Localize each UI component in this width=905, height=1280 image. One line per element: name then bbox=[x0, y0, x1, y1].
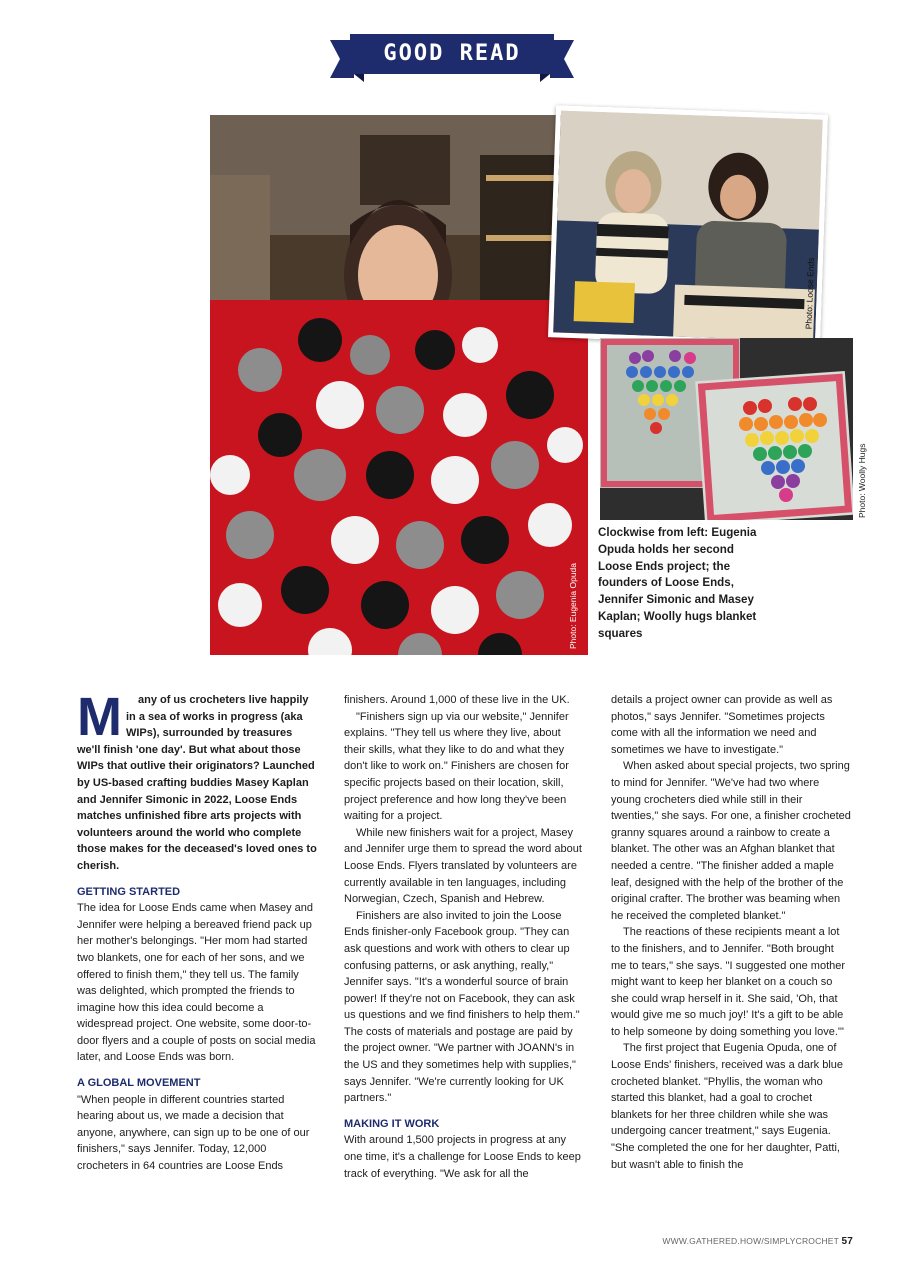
founders-photo-credit: Photo: Loose Ends bbox=[803, 257, 816, 330]
heading-making-it-work: MAKING IT WORK bbox=[344, 1117, 440, 1130]
photo-caption: Clockwise from left: Eugenia Opuda holds her second Loose Ends project; the founders of Loose Ends, Jennifer Simonic and Masey Kaplan; Woolly hugs blanket squares bbox=[598, 526, 757, 640]
drop-cap: M bbox=[77, 687, 122, 747]
banner-label: GOOD READ bbox=[383, 41, 521, 66]
page-number: 57 bbox=[841, 1236, 853, 1247]
squares-photo bbox=[600, 338, 853, 520]
paragraph: The idea for Loose Ends came when Masey and Jennifer were helping a bereaved friend pack up her mother's belongings. "Her mom had started two blankets, one for each of her sons, and we offered to finish them," they tell us. The family was delighted, which prompted the friends to imagine how this idea could become a widespread project. One website, some door-to-door flyers and a couple of posts on social media later, and Loose Ends was born. bbox=[77, 902, 316, 1064]
main-photo bbox=[210, 115, 588, 655]
article-column-2 bbox=[344, 692, 584, 1182]
squares-photo-credit: Photo: Woolly Hugs bbox=[857, 443, 867, 518]
article-intro: any of us crocheters live happily in a sea of works in progress (aka WIPs), surrounded by treasures we'll finish 'one day'. But what about those WIPs that outlive their originators? Launched by US-based crafting buddies Masey Kaplan and Jennifer Simonic in 2022, Loose Ends matches unfinished fibre arts projects with volunteers around the world who complete those makes for the deceased's loved ones to cherish. bbox=[77, 694, 317, 872]
footer-url[interactable]: WWW.GATHERED.HOW/SIMPLYCROCHET bbox=[662, 1236, 839, 1246]
paragraph: While new finishers wait for a project, Masey and Jennifer urge them to spread the word about Loose Ends. Flyers translated by volunteers are currently available in ten languages, including Norwegian, Czech, Spanish and Hebrew. bbox=[344, 826, 582, 906]
paragraph: The reactions of these recipients meant a lot to the finishers, and to Jennifer. "Both brought me to tears," she says. "I suggested one mother might want to keep her blanket on a couch so she could wrap herself in it. She said, 'Oh, that would give me so much joy!' It's a gift to be able to help someone by doing something you love.'" bbox=[611, 926, 846, 1038]
founders-photo bbox=[548, 105, 828, 346]
paragraph: When asked about special projects, two spring to mind for Jennifer. "We've had two where young crocheters died while still in their twenties," she says. For one, a finisher crocheted granny squares around a rainbow to create a blanket. The other was an Afghan blanket that needed a centre. "The finisher added a maple leaf, designed with the help of the brother of the original crafter. The brother was beaming when he received the completed blanket." bbox=[611, 760, 851, 922]
paragraph: "Finishers sign up via our website," Jennifer explains. "They tell us where they live, about their skills, what they like to do and what they don't like to work on." Finishers are chosen for specific projects based on their location, skill, project preference and how long they've been waiting for a project. bbox=[344, 710, 569, 823]
paragraph: With around 1,500 projects in progress at any one time, it's a challenge for Loose Ends to keep track of everything. "We ask for all the bbox=[344, 1134, 581, 1180]
main-photo-credit: Photo: Eugenia Opuda bbox=[568, 562, 578, 649]
heading-getting-started: GETTING STARTED bbox=[77, 885, 181, 898]
paragraph: details a project owner can provide as well as photos," says Jennifer. "Sometimes projects come with all the information we need and sometimes we have to investigate." bbox=[611, 694, 833, 756]
article-column-1 bbox=[77, 687, 317, 1175]
paragraph: Finishers are also invited to join the Loose Ends finisher-only Facebook group. "They can ask questions and work with others to clear up confusing patterns, or ask anything, really," Jennifer says. "It's a wonderful source of brain power! If they're not on Facebook, they can ask us questions and we find finishers to help them." The costs of materials and postage are paid by the project owner. "We partner with JOANN's in the US and they sometimes help with supplies," says Jennifer. "We're currently looking for UK partners." bbox=[344, 909, 580, 1105]
good-read-banner bbox=[330, 34, 574, 82]
article-column-3 bbox=[611, 692, 851, 1173]
heading-global-movement: A GLOBAL MOVEMENT bbox=[77, 1077, 201, 1090]
page-footer bbox=[662, 1236, 853, 1247]
paragraph: The first project that Eugenia Opuda, one of Loose Ends' finishers, received was a dark blue crocheted blanket. "Phyllis, the woman who started this blanket, had a goal to crochet blankets for her three children while she was undergoing cancer treatment," says Eugenia. "She completed the one for her daughter, Patti, but wasn't able to finish the bbox=[611, 1042, 844, 1171]
paragraph: "When people in different countries started hearing about us, we made a decision that anyone, anywhere, can sign up to be one of our finishers," says Jennifer. Today, 12,000 crocheters in 64 countries are Loose Ends bbox=[77, 1093, 310, 1173]
paragraph: finishers. Around 1,000 of these live in the UK. bbox=[344, 694, 570, 706]
